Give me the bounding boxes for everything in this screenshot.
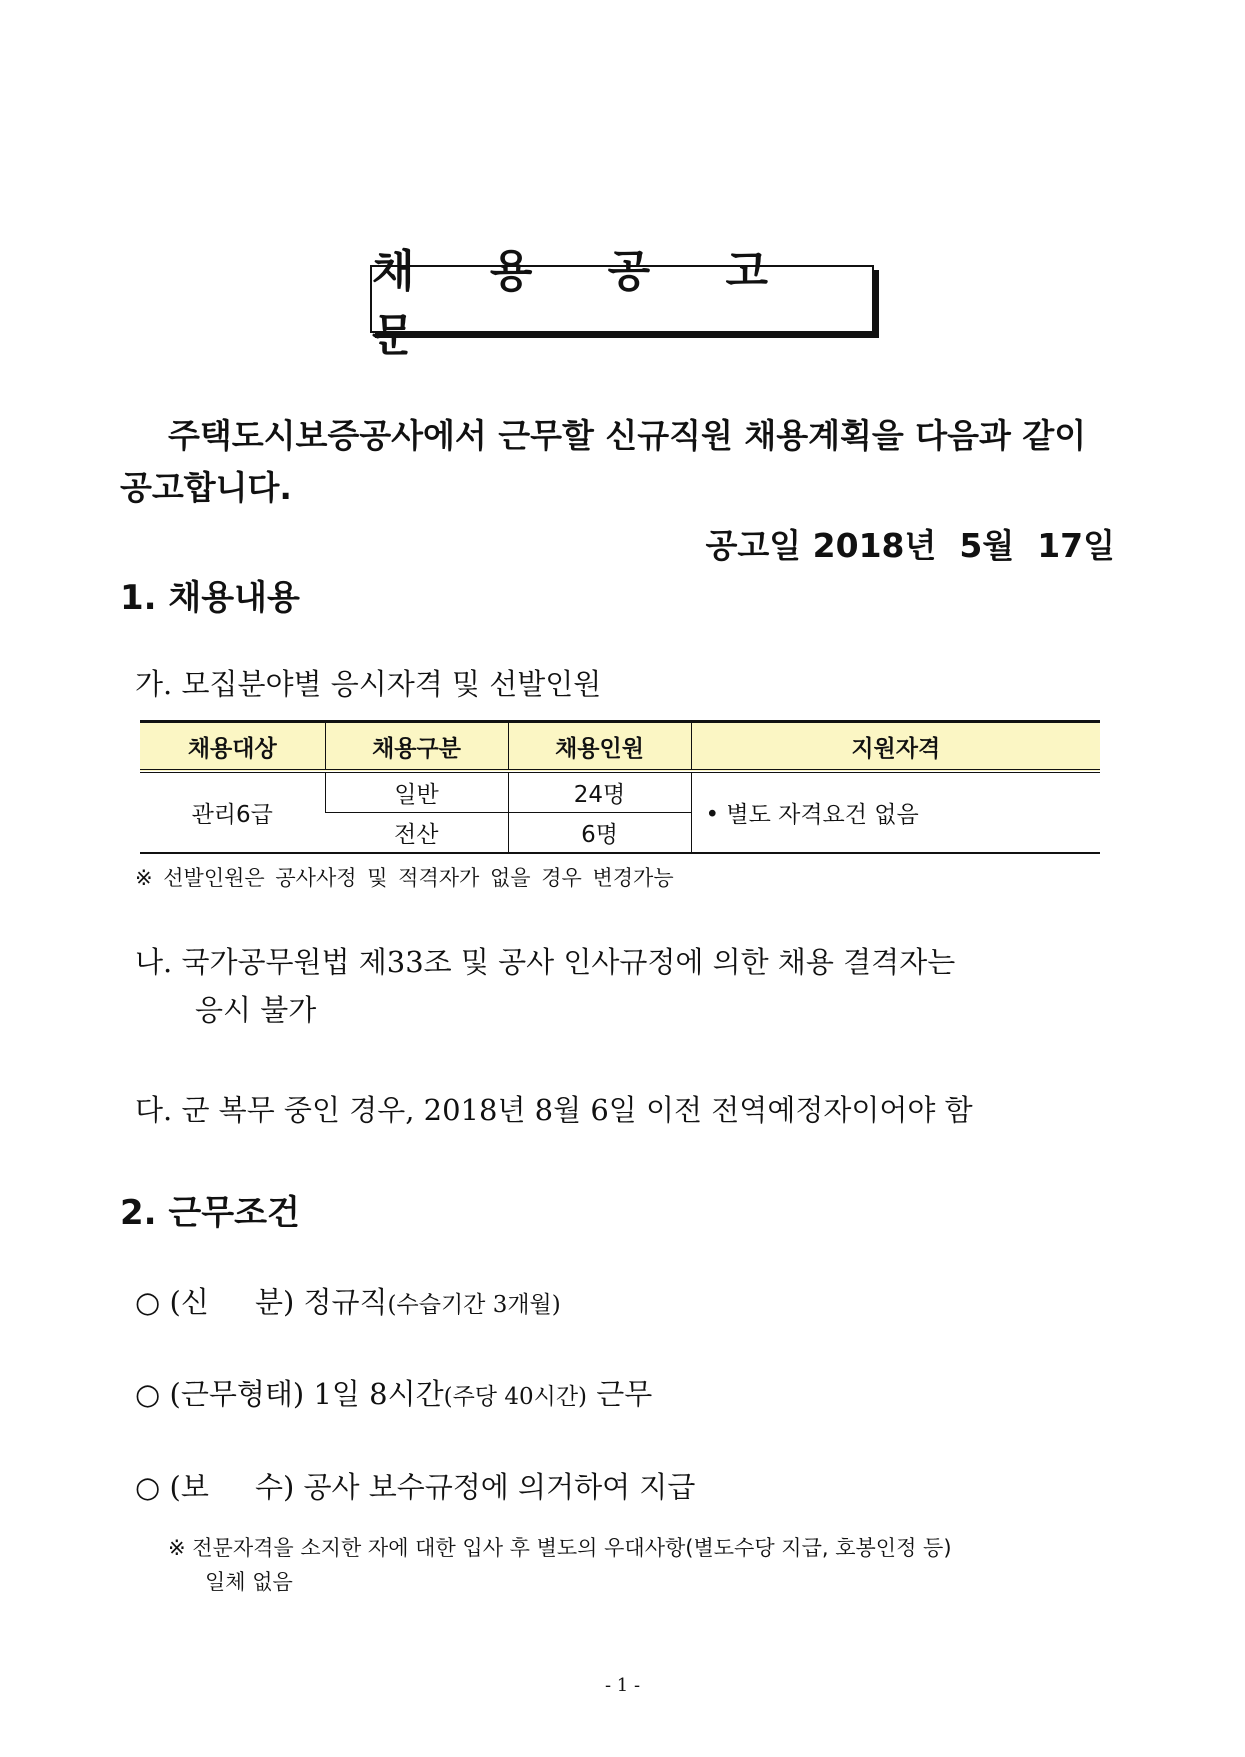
count-cell: 24명 bbox=[508, 771, 691, 813]
header-count: 채용인원 bbox=[508, 722, 691, 772]
header-qualification: 지원자격 bbox=[691, 722, 1100, 772]
target-cell: 관리6급 bbox=[140, 771, 325, 853]
intro-line-2: 공고합니다. bbox=[120, 468, 292, 507]
circle-bullet-icon: ○ bbox=[135, 1377, 161, 1411]
condition-text: 1일 8시간 bbox=[313, 1377, 444, 1411]
condition-item-status bbox=[135, 1280, 561, 1321]
recruitment-table bbox=[140, 720, 1100, 854]
section-2-note-line-2: 일체 없음 bbox=[205, 1570, 293, 1594]
section-1-heading: 1. 채용내용 bbox=[120, 578, 300, 618]
condition-text: 정규직 bbox=[303, 1285, 388, 1319]
section-1-sub-b-line-1: 나. 국가공무원법 제33조 및 공사 인사규정에 의한 채용 결격자는 bbox=[135, 945, 956, 979]
page-title: 채 용 공 고 문 bbox=[372, 246, 798, 361]
circle-bullet-icon: ○ bbox=[135, 1285, 161, 1319]
section-2-heading: 2. 근무조건 bbox=[120, 1193, 300, 1233]
section-1-sub-a: 가. 모집분야별 응시자격 및 선발인원 bbox=[135, 667, 602, 701]
condition-label: (신 분) bbox=[169, 1285, 295, 1319]
condition-item-pay bbox=[135, 1465, 695, 1506]
condition-item-work-type bbox=[135, 1372, 652, 1413]
condition-text: 공사 보수규정에 의거하여 지급 bbox=[303, 1470, 696, 1504]
condition-label: (근무형태) bbox=[169, 1377, 305, 1411]
condition-tail: 근무 bbox=[587, 1377, 653, 1411]
table-header-row bbox=[140, 722, 1100, 772]
page-number: - 1 - bbox=[604, 1675, 641, 1696]
table-note: ※ 선발인원은 공사사정 및 적격자가 없을 경우 변경가능 bbox=[135, 866, 674, 890]
type-cell: 전산 bbox=[325, 813, 508, 854]
section-2-note-line-1: ※ 전문자격을 소지한 자에 대한 입사 후 별도의 우대사항(별도수당 지급, 호봉인정 등) bbox=[168, 1536, 952, 1560]
announcement-date: 공고일 2018년 5월 17일 bbox=[705, 526, 1115, 565]
type-cell: 일반 bbox=[325, 771, 508, 813]
header-target: 채용대상 bbox=[140, 722, 325, 772]
intro-line-1: 주택도시보증공사에서 근무할 신규직원 채용계획을 다음과 같이 bbox=[168, 416, 1087, 455]
qualification-cell: • 별도 자격요건 없음 bbox=[691, 771, 1100, 853]
count-cell: 6명 bbox=[508, 813, 691, 854]
condition-paren: (수습기간 3개월) bbox=[387, 1292, 561, 1318]
condition-paren: (주당 40시간) bbox=[443, 1384, 588, 1410]
section-1-sub-c: 다. 군 복무 중인 경우, 2018년 8월 6일 이전 전역예정자이어야 함 bbox=[135, 1093, 973, 1127]
table-row bbox=[140, 771, 1100, 813]
circle-bullet-icon: ○ bbox=[135, 1470, 161, 1504]
title-box bbox=[370, 246, 874, 361]
header-type: 채용구분 bbox=[325, 722, 508, 772]
section-1-sub-b-line-2: 응시 불가 bbox=[195, 993, 317, 1027]
condition-label: (보 수) bbox=[169, 1470, 295, 1504]
